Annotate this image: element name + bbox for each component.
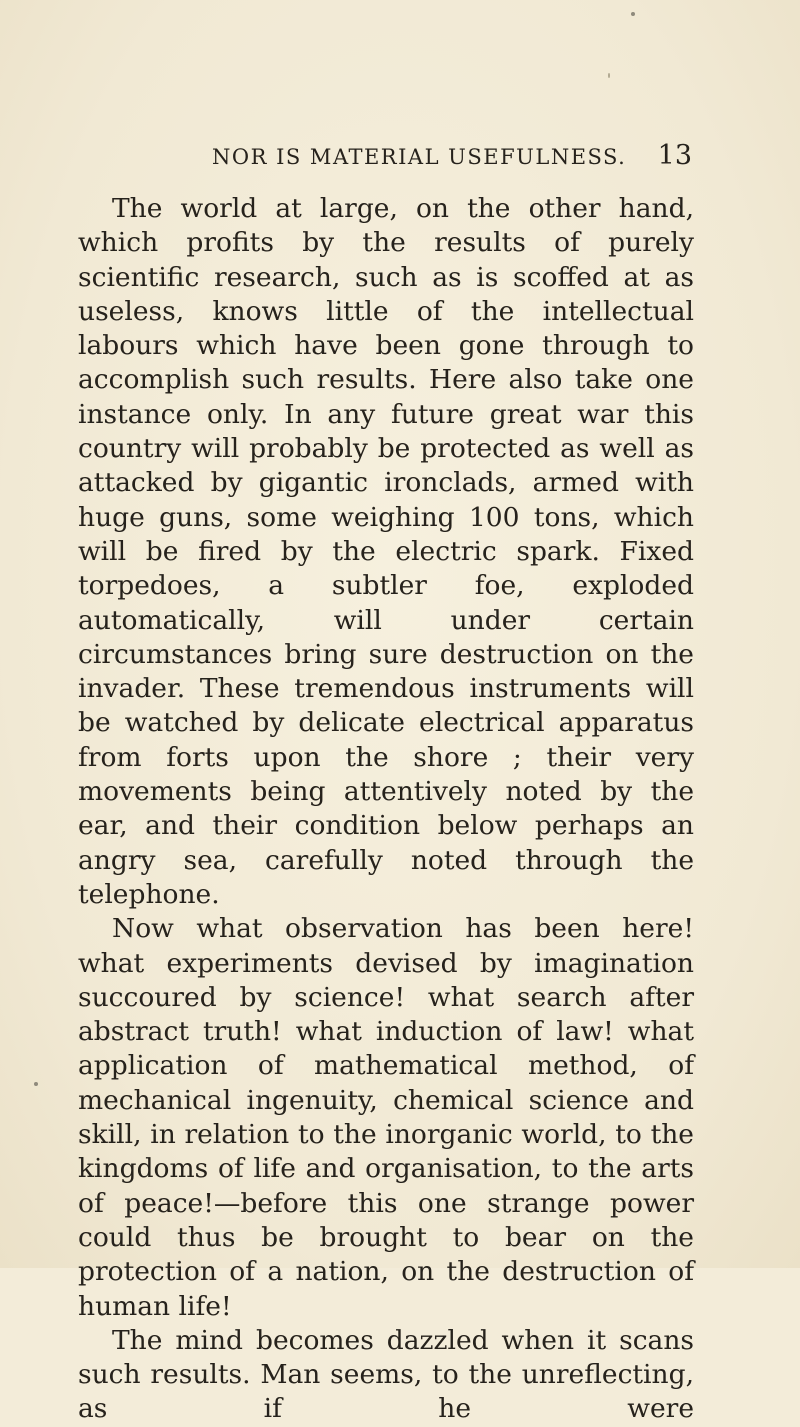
page-number: 13 (657, 140, 692, 171)
paragraph: Now what observation has been here! what experiments devised by imagination succoured by science! what search after abstract truth! what induction of law! what application of mathematical method, of mechanical ingenuity, chemical science and skill, in relation to the inorganic world, to the kingdoms of life and organisation, to the arts of peace!—before this one strange power could thus be brought to bear on the protection of a nation, on the destruction of human life! (78, 913, 694, 1322)
paper-speck (608, 73, 610, 78)
paragraph: The mind becomes dazzled when it scans such results. Man seems, to the unreflecting, as if he were (78, 1324, 694, 1425)
paper-speck (631, 12, 635, 16)
running-head: NOR IS MATERIAL USEFULNESS. (212, 145, 627, 169)
paragraph: The world at large, on the other hand, which profits by the results of purely scientific research, such as is scoffed at as useless, knows little of the intellectual labours which have been gone through to accomplish such results. Here also take one instance only. In any future great war this country will probably be protected as well as attacked by gigantic ironclads, armed with huge guns, some weighing 100 tons, which will be fired by the electric spark. Fixed torpedoes, a subtler foe, exploded automatically, will under certain circumstances bring sure destruction on the invader. These tremendous instruments will be watched by delicate electrical apparatus from forts upon the shore ; their very movements being attentively noted by the ear, and their condition below perhaps an angry sea, carefully noted through the telephone. (78, 193, 694, 910)
body-text (78, 192, 694, 1427)
paper-speck (34, 1082, 38, 1086)
